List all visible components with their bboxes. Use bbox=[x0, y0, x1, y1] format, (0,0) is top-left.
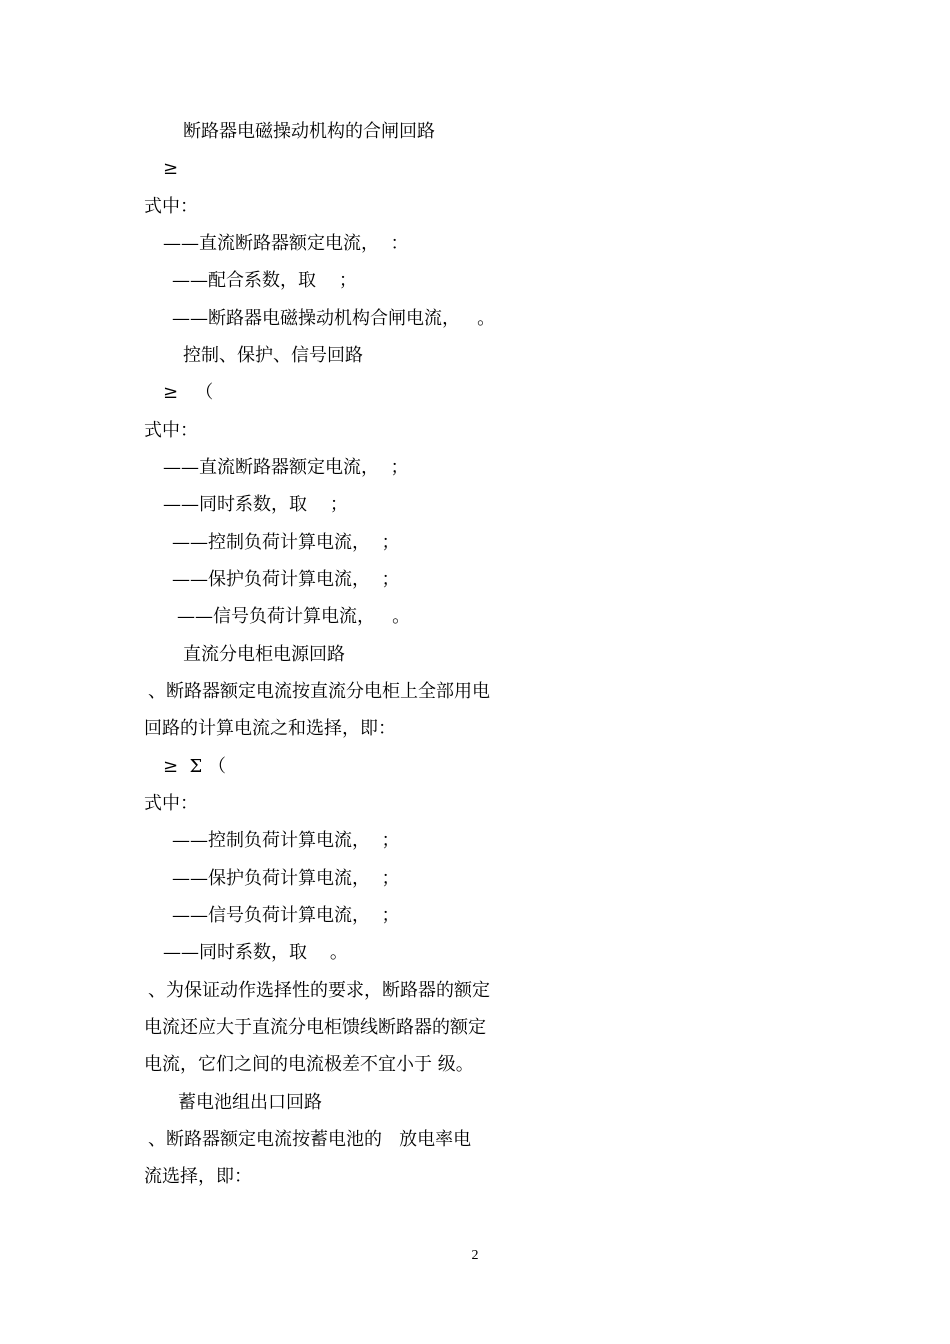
section-heading-distribution-circuit: 直流分电柜电源回路 bbox=[183, 644, 345, 665]
paragraph-line: 回路的计算电流之和选择，即： bbox=[144, 718, 396, 739]
paragraph-line: 电流还应大于直流分电柜馈线断路器的额定 bbox=[144, 1017, 486, 1038]
definition-line: ——同时系数，取 。 bbox=[163, 942, 348, 963]
section-heading-battery-outlet: 蓄电池组出口回路 bbox=[178, 1092, 322, 1113]
formula-line: ≥ bbox=[163, 158, 179, 179]
definition-line: ——配合系数，取 ； bbox=[172, 270, 357, 291]
paragraph-line: 、为保证动作选择性的要求，断路器的额定 bbox=[148, 980, 490, 1001]
definition-line: ——断路器电磁操动机构合闸电流， 。 bbox=[172, 308, 496, 329]
section-heading-closing-circuit: 断路器电磁操动机构的合闸回路 bbox=[183, 121, 435, 142]
paragraph-line: 电流，它们之间的电流极差不宜小于 级。 bbox=[144, 1054, 474, 1075]
definition-line: ——直流断路器额定电流， ： bbox=[163, 233, 409, 254]
page-number: 2 bbox=[471, 1248, 479, 1263]
paragraph-line: 、断路器额定电流按直流分电柜上全部用电 bbox=[148, 681, 490, 702]
where-label: 式中： bbox=[144, 196, 198, 217]
formula-line: ≥ Σ （ bbox=[163, 756, 226, 777]
definition-line: ——同时系数，取 ； bbox=[163, 494, 348, 515]
paragraph-line: 流选择，即： bbox=[144, 1166, 252, 1187]
section-heading-control-circuit: 控制、保护、信号回路 bbox=[183, 345, 363, 366]
where-label: 式中： bbox=[144, 420, 198, 441]
definition-line: ——信号负荷计算电流， 。 bbox=[177, 606, 411, 627]
definition-line: ——直流断路器额定电流， ； bbox=[163, 457, 409, 478]
definition-line: ——控制负荷计算电流， ； bbox=[172, 532, 400, 553]
definition-line: ——控制负荷计算电流， ； bbox=[172, 830, 400, 851]
paragraph-line: 、断路器额定电流按蓄电池的 放电率电 bbox=[148, 1129, 472, 1150]
definition-line: ——信号负荷计算电流， ； bbox=[172, 905, 400, 926]
where-label: 式中： bbox=[144, 793, 198, 814]
definition-line: ——保护负荷计算电流， ； bbox=[172, 569, 400, 590]
formula-line: ≥ （ bbox=[163, 382, 214, 403]
definition-line: ——保护负荷计算电流， ； bbox=[172, 868, 400, 889]
